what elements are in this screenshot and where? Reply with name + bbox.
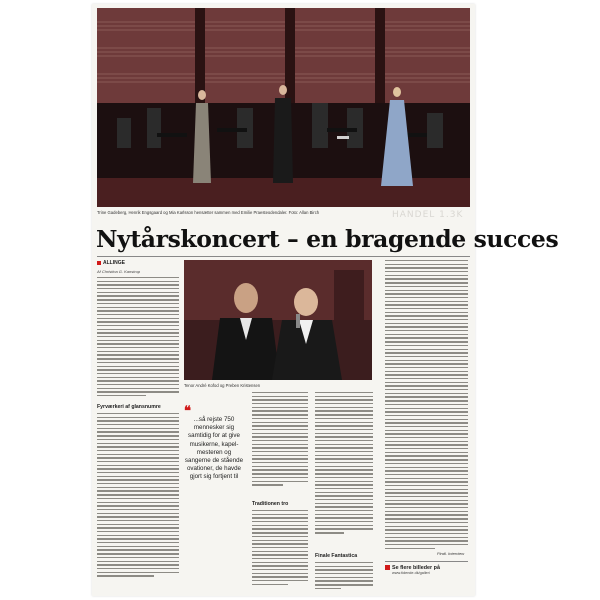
section-name: ALLINGE [103,260,125,266]
body-column-4a [315,392,373,536]
signature: Pindl. Interview [437,551,465,556]
bleed-through-text: HANDEL 1.3K [392,210,464,220]
arrow-icon [385,565,390,570]
headline-divider [97,256,470,257]
body-column-4b [315,562,373,592]
web-gallery-link[interactable] [385,565,440,575]
web-box-divider [385,561,468,562]
byline: Af Christina G. Kanstrup [97,269,141,274]
web-prompt: Se flere billeder på [392,565,440,571]
body-column-1a [97,277,179,399]
newspaper-page [92,4,559,596]
body-column-3a [252,392,308,488]
web-url[interactable]: www.tidende.dk/galleri [392,571,430,575]
pull-quote-text: ...så rejste 750 mennesker sig samtidig for at give musikerne, kapel-mesteren og sangerne de stående ovationer, de havde gjort sig fortjent til [184,416,244,481]
quote-mark-icon: ❝ [184,403,191,418]
concert-photo [97,8,470,207]
subhead-fireworks: Fyrværkeri af glansnumre [97,404,161,410]
body-column-5 [385,260,468,551]
body-column-1b [97,413,179,579]
subhead-tradition: Traditionen tro [252,501,289,507]
photo-caption: Trine Gadeberg, Henrik Engsgaard og Mia Karlsson hensætter sammen med Emilie Praesteodendaler. Foto: Allan Birch [97,210,320,215]
pull-quote [184,403,244,482]
singers-photo [184,260,372,380]
subhead-finale: Finale Fantastica [315,553,358,559]
section-label [97,260,125,266]
section-marker-icon [97,261,101,265]
headline: Nytårskoncert – en bragende succes [96,225,559,253]
body-column-3b [252,510,308,587]
singers-caption: Tenor André Kofod og Preben Kristensen [184,383,261,388]
